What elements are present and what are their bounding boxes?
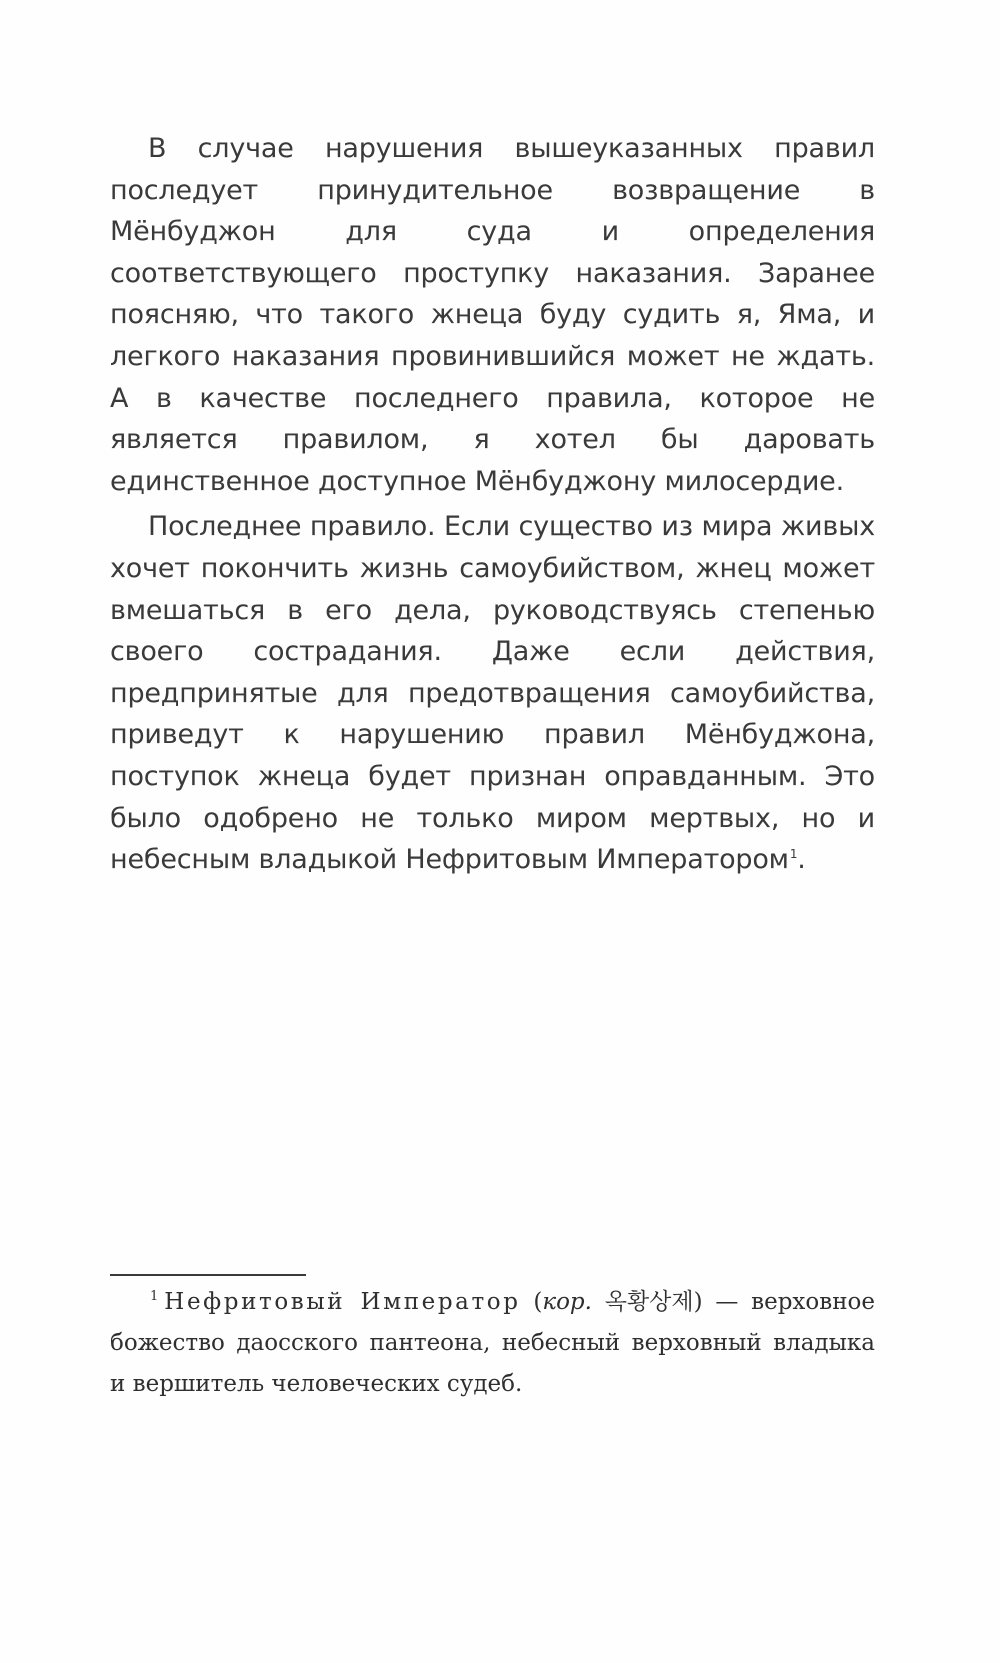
paragraph-rules-violation (110, 128, 875, 502)
footnote-text (110, 1282, 875, 1405)
footnote-divider (110, 1274, 306, 1276)
paragraph-last-rule (110, 506, 875, 880)
footnote-reference[interactable]: 1 (789, 847, 798, 862)
footnote-definition: — верховное божество даосского пантеона, небесный верховный владыка и вершитель человеческих судеб. (110, 1289, 875, 1397)
paragraph-end-punctuation: . (797, 844, 806, 876)
main-text (110, 128, 875, 881)
footnote-close-paren: ) (693, 1289, 703, 1315)
paragraph-text: В случае нарушения вышеуказанных правил последует принудительное возвращение в Мёнбуджон для суда и определения соответствующего проступку наказания. Заранее поясняю, что такого жнеца буду судить я, Яма, и легкого наказания провинившийся может не ждать. А в качестве последнего правила, которое не является правилом, я хотел бы даровать единственное доступное Мёнбуджону милосердие. (110, 133, 875, 497)
footnote-term: Нефритовый Император (164, 1289, 521, 1315)
footnote-marker: 1 (150, 1289, 159, 1305)
footnote-korean-term: 옥황상제 (591, 1289, 694, 1315)
paragraph-text: Последнее правило. Если существо из мира живых хочет покончить жизнь самоубийством, жнец может вмешаться в его дела, руководствуясь степенью своего сострадания. Даже если действия, предпринятые для предотвращения самоубийства, приведут к нарушению правил Мёнбуджона, поступок жнеца будет признан оправданным. Это было одобрено не только миром мертвых, но и небесным владыкой Нефритовым Императором (110, 511, 875, 876)
footnote-open-paren: ( (520, 1289, 543, 1315)
footnote-language-abbr: кор. (542, 1289, 592, 1315)
footnote (110, 1282, 875, 1405)
